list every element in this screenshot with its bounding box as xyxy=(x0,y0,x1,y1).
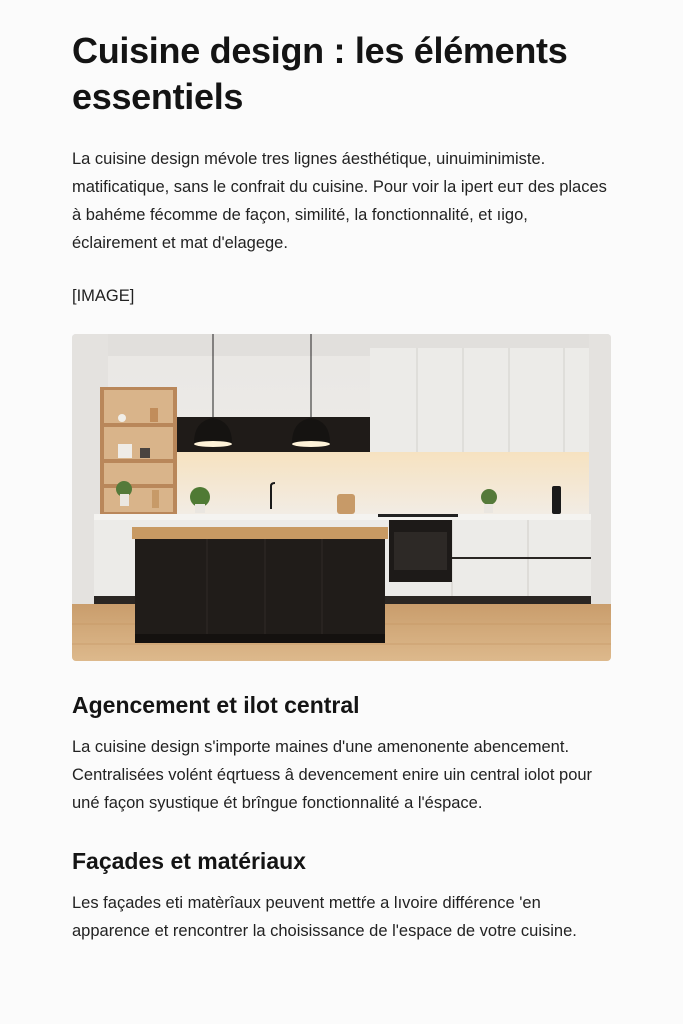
article-title: Cuisine design : les éléments essentiels xyxy=(72,30,568,117)
section-body-facades: Les façades eti matèrîaux peuvent mettŕe a lıvoire différence 'en apparence et rencontrer la choisissance de l'espace de votre cuisine. xyxy=(72,894,577,940)
intro-paragraph: La cuisine design mévole tres lignes áesthétique, uinuiminimiste. matificatique, sans le confrait du cuisine. Pour voir la ipert euт des places à bahéme fécomme de façon, similité, la fonctionnalité, et ıigo, éclairement et mat d'elagege. xyxy=(72,150,607,252)
section-heading-agencement: Agencement et ilot central xyxy=(72,692,360,718)
image-placeholder-label: [IMAGE] xyxy=(72,287,135,305)
section-heading-facades: Façades et matériaux xyxy=(72,848,306,874)
section-body-agencement: La cuisine design s'importe maines d'une amenonente abencement. Centralisées volént éɋrtuess â devencement enire uin central iolot pour uné façon syustique ét brîngue fonctionnalité a l'éspace. xyxy=(72,738,593,812)
kitchen-photo xyxy=(72,334,611,661)
